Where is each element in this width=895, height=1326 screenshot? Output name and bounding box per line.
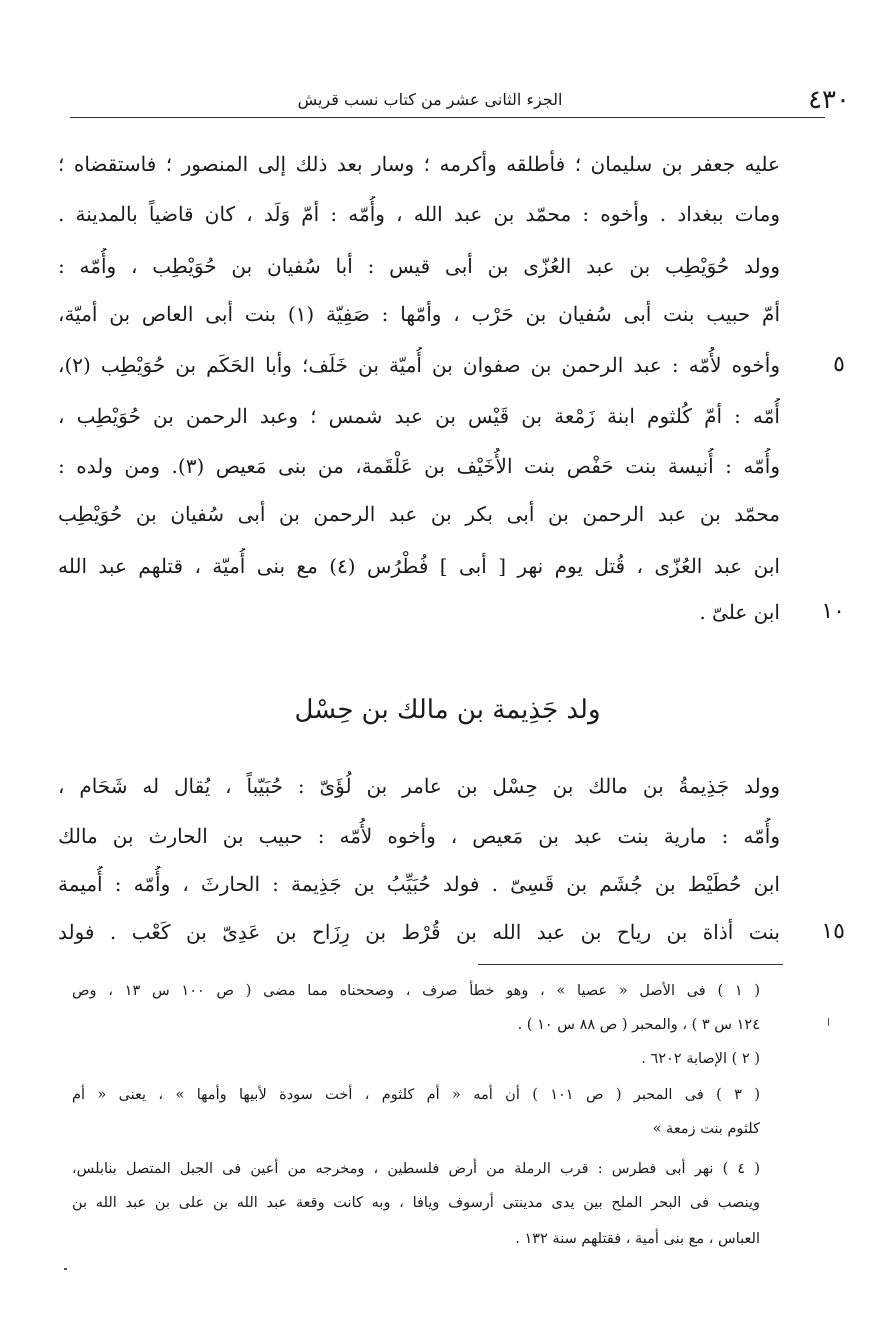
header-rule xyxy=(70,117,825,118)
section-heading: ولد جَذِيمة بن مالك بن حِسْل xyxy=(294,695,601,725)
text-line: وأُمّه : أُنيسة بنت حَفْص بنت الأُخَيْف بن عَلْقَمة، من بنى مَعيص (٣). ومن ولده : xyxy=(58,454,780,478)
text-line: وولد جَذِيمةُ بن مالك بن حِسْل بن عامر بن لُؤَىّ : حُبَيّباً ، يُقال له شَحَام ، xyxy=(58,774,780,798)
text-line: وأخوه لأُمّه : عبد الرحمن بن صفوان بن أُميّة بن خَلَف؛ وأبا الحَكَم بن حُوَيْطِب (٢)، xyxy=(58,353,780,377)
text-line: ابن عبد العُزّى ، قُتل يوم نهر [ أبى ] فُطْرُس (٤) مع بنى أُميّة ، قتلهم عبد الله xyxy=(58,554,780,578)
text-line: ابن علىّ . xyxy=(699,600,780,624)
text-line: محمّد بن عبد الرحمن بن أبى بكر بن عبد الرحمن بن أبى سُفيان بن حُوَيْطِب xyxy=(58,502,780,526)
running-header: الجزء الثانى عشر من كتاب نسب قريش xyxy=(297,90,563,109)
text-line: عليه جعفر بن سليمان ؛ فأطلقه وأكرمه ؛ وسار بعد ذلك إلى المنصور ؛ فاستقضاه ؛ xyxy=(58,152,780,176)
footnote-line: ( ٤ ) نهر أبى فطرس : قرب الرملة من أرض فلسطين ، ومخرجه من أعين فى الجبل المتصل بنابلس، xyxy=(72,1161,760,1177)
line-number-15: ١٥ xyxy=(821,919,845,944)
text-line: أمّ حبيب بنت أبى سُفيان بن حَرْب ، وأمّها : صَفِيّة (١) بنت أبى العاص بن أميّة، xyxy=(58,302,780,326)
footnote-rule xyxy=(478,964,783,965)
scan-speck xyxy=(828,1018,829,1026)
text-line: بنت أذاة بن رياح بن عبد الله بن قُرْط بن رِزَاح بن عَدِىّ بن كَعْب . فولد xyxy=(58,920,780,944)
page-number: ٤٣٠ xyxy=(808,85,850,115)
scan-speck xyxy=(64,1268,67,1270)
line-number-5: ٥ xyxy=(833,352,845,377)
footnote-line: وينصب فى البحر الملح بين يدى مدينتى أرسوف ويافا ، وبه كانت وقعة عبد الله بن على بن عبد الله بن xyxy=(72,1195,760,1211)
footnote-line: ( ٢ ) الإصابة ٦٢٠٢ . xyxy=(641,1051,760,1067)
footnote-line: ( ١ ) فى الأصل « عصيا » ، وهو خطأ صرف ، وصححناه مما مضى ( ص ١٠٠ س ١٣ ، وص xyxy=(72,983,760,999)
footnote-line: ١٢٤ س ٣ ) ، والمحبر ( ص ٨٨ س ١٠ ) . xyxy=(517,1017,760,1033)
text-line: ابن حُطَيْط بن جُشَم بن قَسِىّ . فولد حُبَيِّبُ بن جَذِيمة : الحارثَ ، وأُمّه : أُميمة xyxy=(58,872,780,896)
text-line: ومات ببغداد . وأخوه : محمّد بن عبد الله ، وأُمّه : أمّ وَلَد ، كان قاضياً بالمدينة . xyxy=(58,202,780,226)
line-number-10: ١٠ xyxy=(821,599,845,624)
text-line: أُمّه : أمّ كُلثوم ابنة زَمْعة بن قَيْس بن عبد شمس ؛ وعبد الرحمن بن حُوَيْطِب ، xyxy=(58,404,780,428)
text-line: وولد حُوَيْطِب بن عبد العُزّى بن أبى قيس : أبا سُفيان بن حُوَيْطِب ، وأُمّه : xyxy=(58,254,780,278)
text-line: وأُمّه : مارية بنت عبد بن مَعيص ، وأخوه لأُمّه : حبيب بن الحارث بن مالك xyxy=(58,824,780,848)
footnote-line: كلثوم بنت زمعة » xyxy=(652,1121,760,1137)
footnote-line: ( ٣ ) فى المحبر ( ص ١٠١ ) أن أمه « أم كلثوم ، أخت سودة لأبيها وأمها » ، يعنى « أم xyxy=(72,1087,760,1103)
footnote-line: العباس ، مع بنى أمية ، فقتلهم سنة ١٣٢ . xyxy=(515,1231,760,1247)
